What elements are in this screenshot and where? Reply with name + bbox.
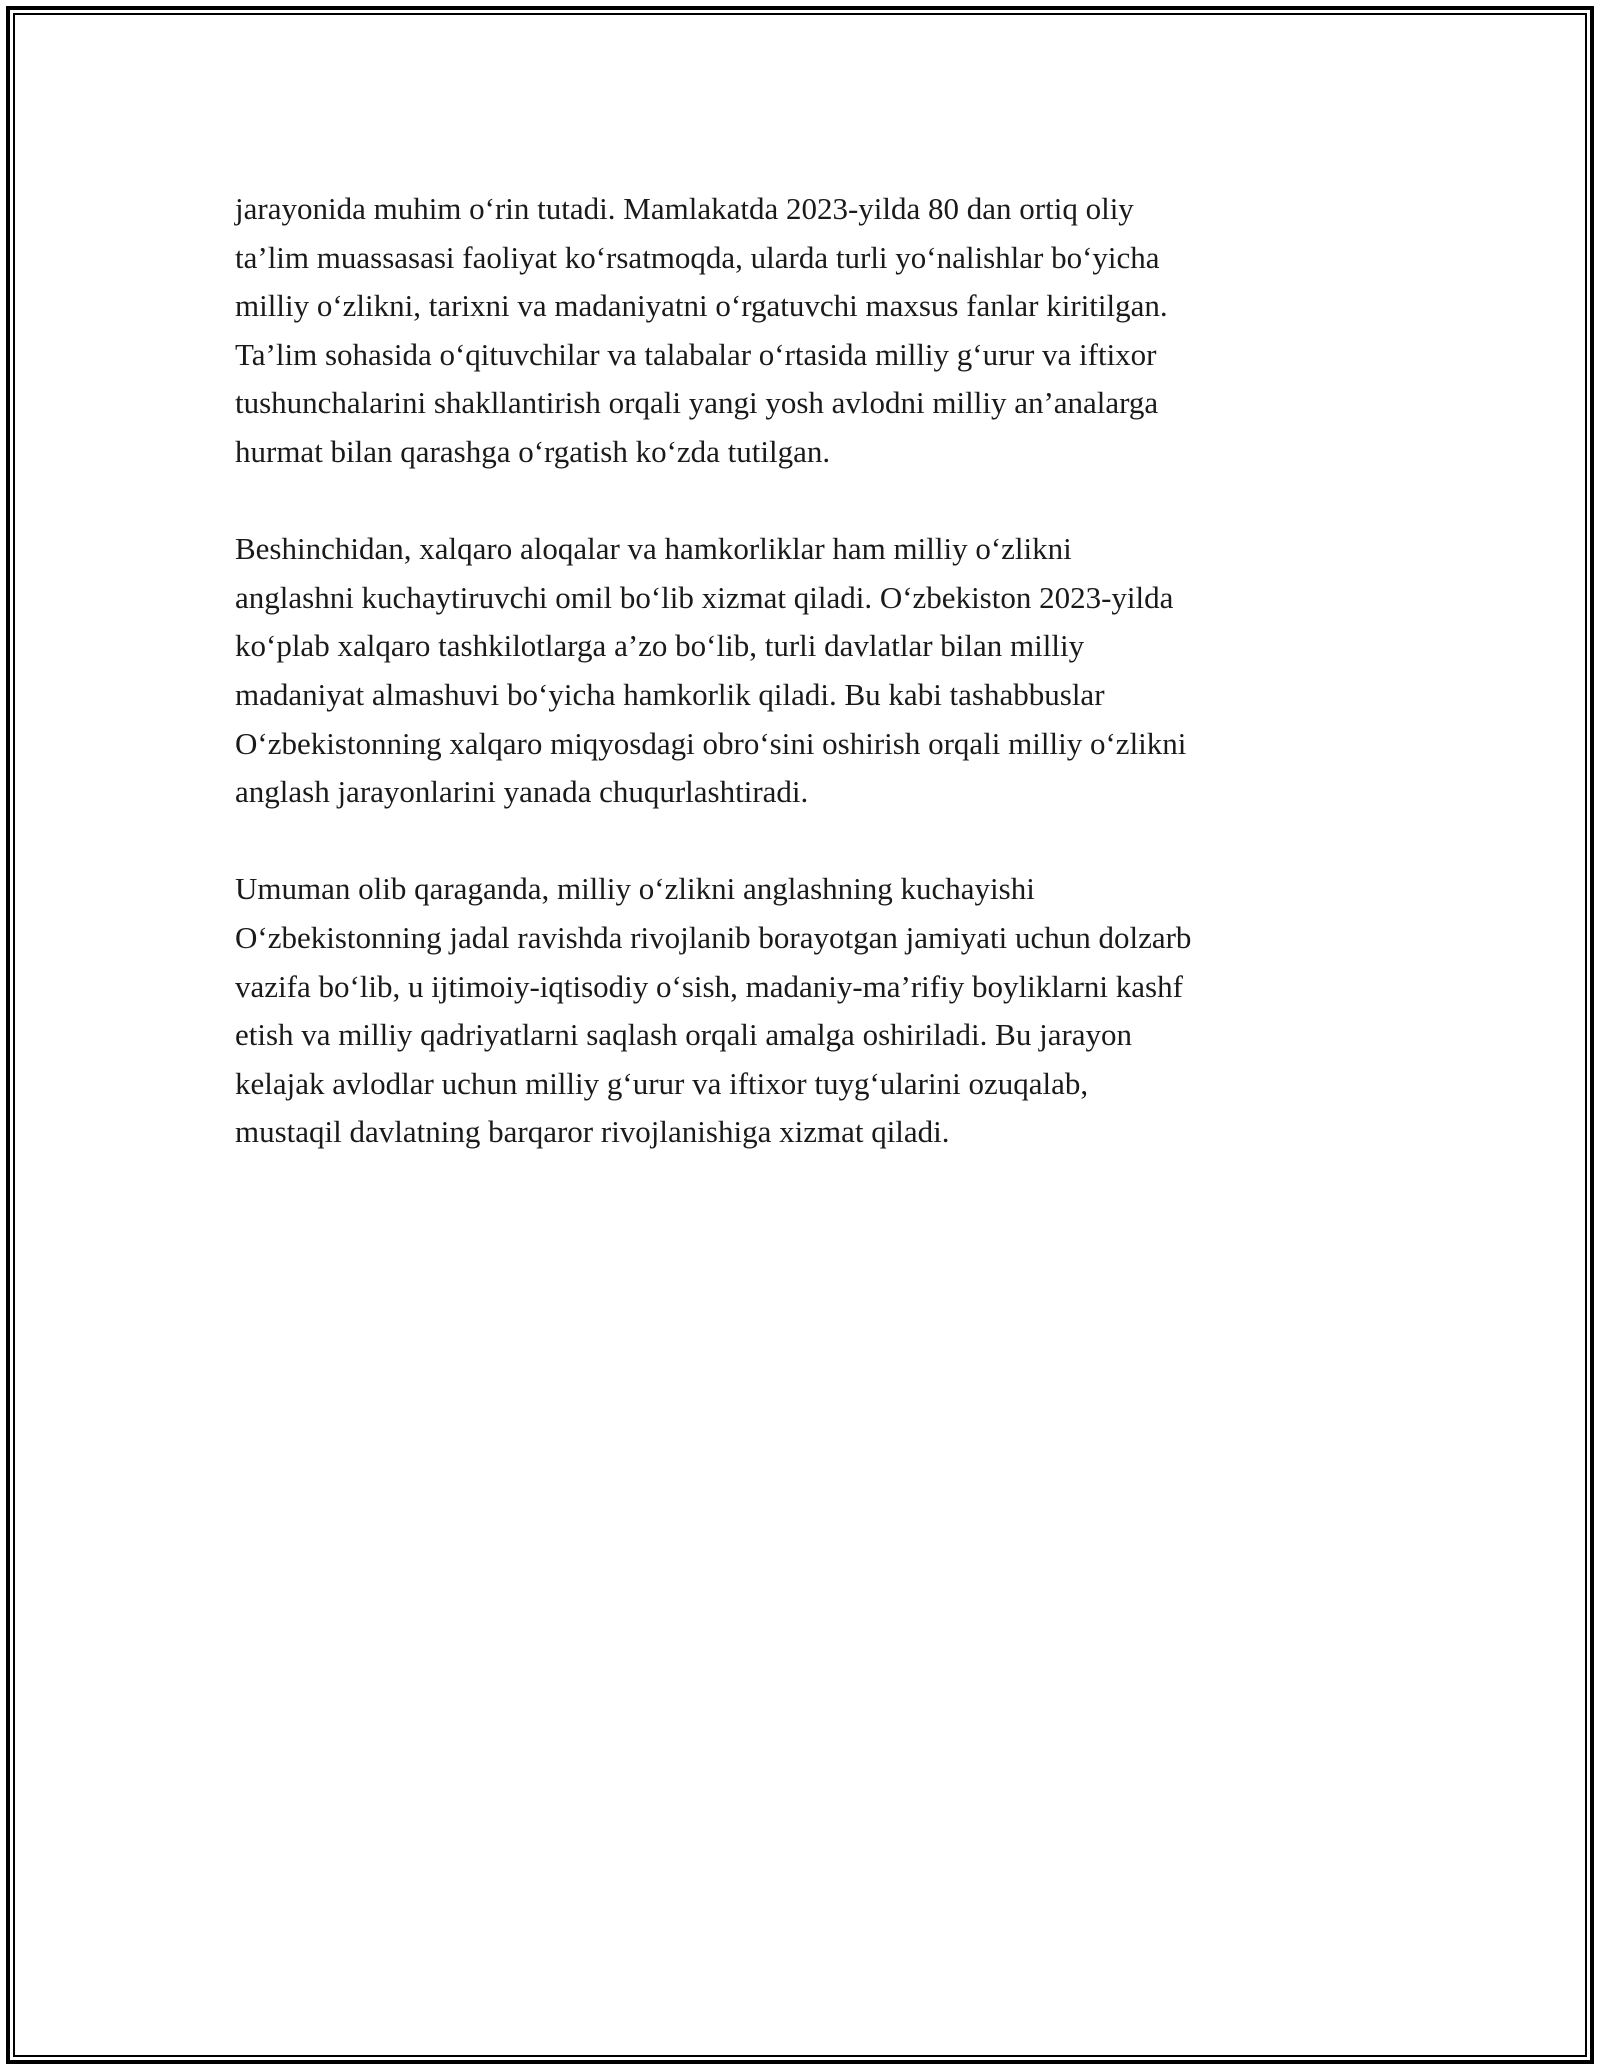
text-line: tushunchalarini shakllantirish orqali yangi yosh avlodni milliy an’analarga bbox=[235, 385, 1159, 421]
paragraph-1 bbox=[235, 185, 1385, 477]
text-line: jarayonida muhim o‘rin tutadi. Mamlakatda 2023-yilda 80 dan ortiq oliy bbox=[235, 191, 1134, 226]
text-line: milliy o‘zlikni, tarixni va madaniyatni o‘rgatuvchi maxsus fanlar kiritilgan. bbox=[235, 288, 1168, 324]
text-line: kelajak avlodlar uchun milliy g‘urur va iftixor tuyg‘ularini ozuqalab, bbox=[235, 1065, 1089, 1101]
text-line: Ta’lim sohasida o‘qituvchilar va talabalar o‘rtasida milliy g‘urur va iftixor bbox=[235, 336, 1157, 372]
text-line: O‘zbekistonning jadal ravishda rivojlanib borayotgan jamiyati uchun dolzarb bbox=[235, 919, 1192, 955]
text-line: mustaqil davlatning barqaror rivojlanishiga xizmat qiladi. bbox=[235, 1114, 950, 1150]
text-line: etish va milliy qadriyatlarni saqlash orqali amalga oshiriladi. Bu jarayon bbox=[235, 1017, 1133, 1053]
text-line: ta’lim muassasasi faoliyat ko‘rsatmoqda, ularda turli yo‘nalishlar bo‘yicha bbox=[235, 239, 1160, 275]
text-line: ko‘plab xalqaro tashkilotlarga a’zo bo‘lib, turli davlatlar bilan milliy bbox=[235, 628, 1085, 664]
text-line: Beshinchidan, xalqaro aloqalar va hamkorliklar ham milliy o‘zlikni bbox=[235, 531, 1072, 567]
text-line: Umuman olib qaraganda, milliy o‘zlikni anglashning kuchayishi bbox=[235, 871, 1035, 907]
text-line: vazifa bo‘lib, u ijtimoiy-iqtisodiy o‘sish, madaniy-ma’rifiy boyliklarni kashf bbox=[235, 968, 1183, 1004]
text-line: anglash jarayonlarini yanada chuqurlashtiradi. bbox=[235, 774, 809, 810]
paragraph-3 bbox=[235, 865, 1385, 1157]
paragraph-2 bbox=[235, 525, 1385, 817]
text-line: hurmat bilan qarashga o‘rgatish ko‘zda tutilgan. bbox=[235, 433, 831, 469]
text-line: madaniyat almashuvi bo‘yicha hamkorlik qiladi. Bu kabi tashabbuslar bbox=[235, 676, 1105, 712]
text-line: anglashni kuchaytiruvchi omil bo‘lib xizmat qiladi. O‘zbekiston 2023-yilda bbox=[235, 579, 1174, 615]
document-body bbox=[235, 185, 1385, 1205]
text-line: O‘zbekistonning xalqaro miqyosdagi obro‘sini oshirish orqali milliy o‘zlikni bbox=[235, 725, 1187, 761]
